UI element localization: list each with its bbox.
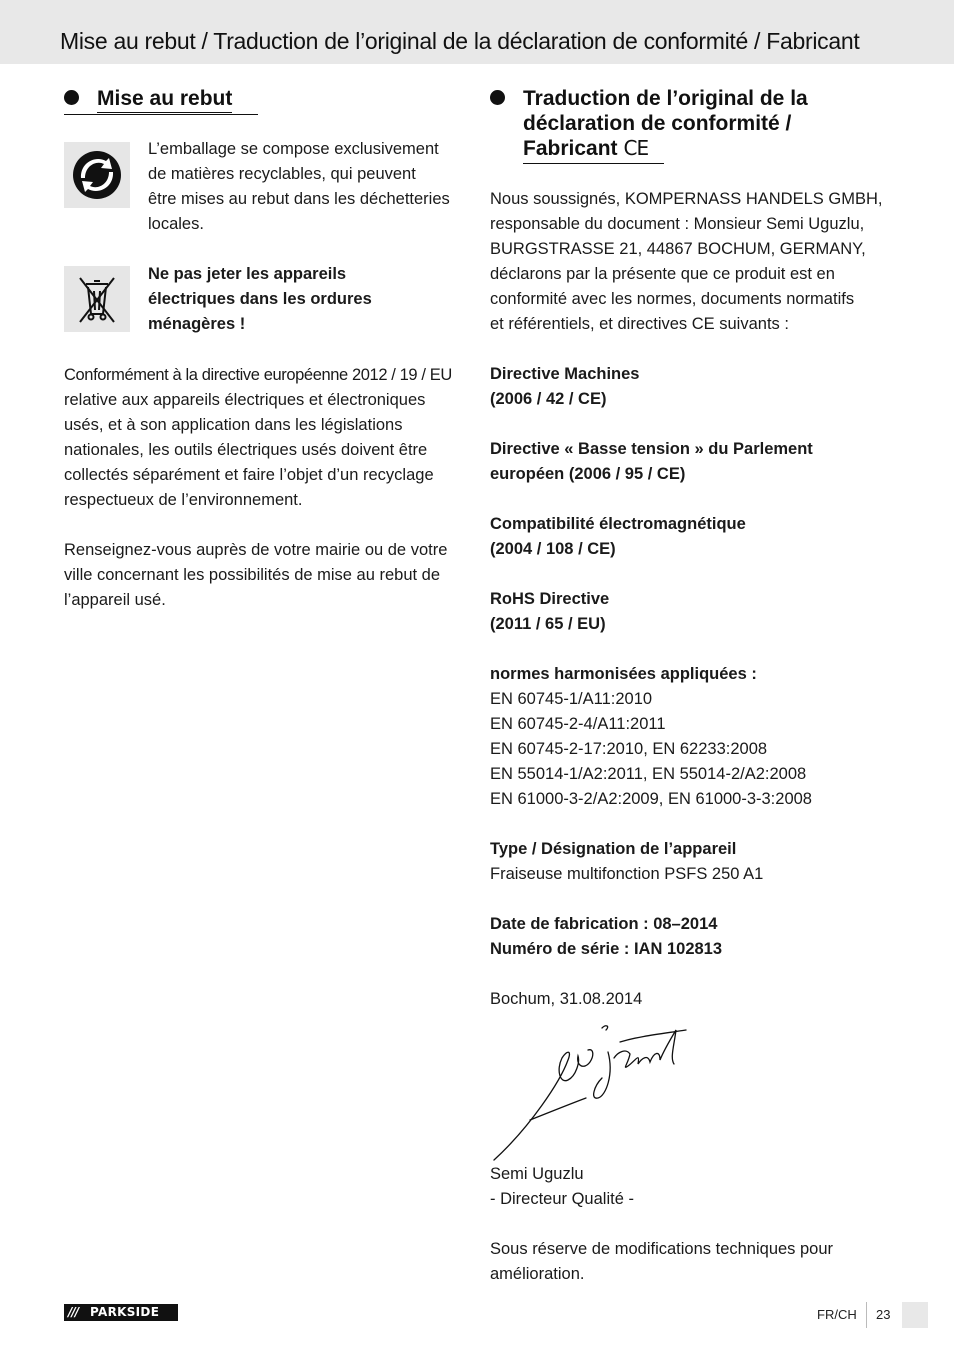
section-heading-disposal-text: Mise au rebut xyxy=(97,87,232,113)
directive-line: collectés séparément et faire l’objet d’un recyclage xyxy=(64,466,434,484)
signatory-title: - Directeur Qualité - xyxy=(490,1190,634,1208)
standard-line: EN 60745-2-17:2010, EN 62233:2008 xyxy=(490,740,768,758)
directive-low-voltage-line: européen (2006 / 95 / CE) xyxy=(490,465,686,483)
section-heading-disposal xyxy=(97,86,232,111)
directive-rohs-line: RoHS Directive xyxy=(490,590,610,608)
page-number: 23 xyxy=(876,1307,891,1322)
directive-text xyxy=(64,363,474,513)
type-heading: Type / Désignation de l’appareil xyxy=(490,840,737,858)
directive-machines-line: Directive Machines xyxy=(490,365,640,383)
manufacture-block xyxy=(490,912,910,962)
directive-line: usés, et à son application dans les législations xyxy=(64,416,403,434)
intro-line: et référentiels, et directives CE suivants : xyxy=(490,315,789,333)
weee-warning-line: électriques dans les ordures xyxy=(148,290,372,308)
declaration-heading-line: déclaration de conformité / xyxy=(523,112,792,135)
place-date: Bochum, 31.08.2014 xyxy=(490,990,643,1008)
disclaimer-line: amélioration. xyxy=(490,1265,585,1283)
standard-line: EN 60745-2-4/A11:2011 xyxy=(490,715,666,733)
packaging-line: locales. xyxy=(148,215,204,233)
bullet-icon xyxy=(490,90,505,105)
intro-line: BURGSTRASSE 21, 44867 BOCHUM, GERMANY, xyxy=(490,240,866,258)
intro-line: conformité avec les normes, documents normatifs xyxy=(490,290,855,308)
directive-line: respectueux de l’environnement. xyxy=(64,491,303,509)
standard-line: EN 61000-3-2/A2:2009, EN 61000-3-3:2008 xyxy=(490,790,812,808)
weee-warning-line: Ne pas jeter les appareils xyxy=(148,265,347,283)
bullet-icon xyxy=(64,90,79,105)
info-line: l’appareil usé. xyxy=(64,591,166,609)
standard-line: EN 60745-1/A11:2010 xyxy=(490,690,653,708)
serial-number: Numéro de série : IAN 102813 xyxy=(490,940,723,958)
directive-low-voltage-line: Directive « Basse tension » du Parlement xyxy=(490,440,813,458)
packaging-line: de matières recyclables, qui peuvent xyxy=(148,165,416,183)
declaration-heading-line: Fabricant CE xyxy=(523,136,649,160)
page-title: Mise au rebut / Traduction de l’original de la déclaration de conformité / Fabricant xyxy=(60,28,860,54)
type-value: Fraiseuse multifonction PSFS 250 A1 xyxy=(490,865,764,883)
info-line: Renseignez-vous auprès de votre mairie ou de votre xyxy=(64,541,448,559)
manufacture-date: Date de fabrication : 08–2014 xyxy=(490,915,718,933)
signatory-block xyxy=(490,1162,910,1212)
directive-machines xyxy=(490,362,910,412)
directive-rohs xyxy=(490,587,910,637)
declaration-intro xyxy=(490,187,910,337)
logo-text: PARKSIDE xyxy=(90,1305,160,1319)
directive-line: Conformément à la directive européenne 2012 / 19 / EU xyxy=(64,366,452,384)
parkside-logo xyxy=(64,1304,178,1321)
signatory-name: Semi Uguzlu xyxy=(490,1165,584,1183)
green-dot-recycling-icon xyxy=(64,142,130,208)
disclaimer xyxy=(490,1237,910,1287)
signature xyxy=(490,1022,700,1164)
packaging-text xyxy=(148,137,468,237)
directive-rohs-line: (2011 / 65 / EU) xyxy=(490,615,606,633)
declaration-heading-line: Traduction de l’original de la xyxy=(523,87,808,110)
directive-line: relative aux appareils électriques et électroniques xyxy=(64,391,426,409)
footer-divider xyxy=(866,1302,867,1328)
type-block xyxy=(490,837,910,887)
standards-block xyxy=(490,662,910,812)
standard-line: EN 55014-1/A2:2011, EN 55014-2/A2:2008 xyxy=(490,765,807,783)
directive-machines-line: (2006 / 42 / CE) xyxy=(490,390,607,408)
disclaimer-line: Sous réserve de modifications techniques pour xyxy=(490,1240,834,1258)
packaging-line: L’emballage se compose exclusivement xyxy=(148,140,439,158)
weee-warning xyxy=(148,262,468,337)
intro-line: responsable du document : Monsieur Semi Uguzlu, xyxy=(490,215,865,233)
info-line: ville concernant les possibilités de mise au rebut de xyxy=(64,566,441,584)
directive-low-voltage xyxy=(490,437,910,487)
ce-mark: CE xyxy=(623,136,649,160)
packaging-line: être mises au rebut dans les déchetteries xyxy=(148,190,450,208)
crossed-out-wheeled-bin-icon xyxy=(64,266,130,332)
directive-line: nationales, les outils électriques usés doivent être xyxy=(64,441,428,459)
heading-underline xyxy=(523,163,664,164)
footer-tab xyxy=(902,1302,928,1328)
weee-warning-line: ménagères ! xyxy=(148,315,246,333)
section-heading-declaration xyxy=(523,86,923,161)
heading-underline xyxy=(64,114,258,115)
info-text xyxy=(64,538,474,613)
directive-emc xyxy=(490,512,910,562)
standards-heading: normes harmonisées appliquées : xyxy=(490,665,757,683)
directive-emc-line: Compatibilité électromagnétique xyxy=(490,515,746,533)
intro-line: Nous soussignés, KOMPERNASS HANDELS GMBH, xyxy=(490,190,883,208)
directive-emc-line: (2004 / 108 / CE) xyxy=(490,540,616,558)
intro-line: déclarons par la présente que ce produit est en xyxy=(490,265,835,283)
logo-slashes: /// xyxy=(68,1305,79,1319)
language-code: FR/CH xyxy=(817,1307,857,1322)
